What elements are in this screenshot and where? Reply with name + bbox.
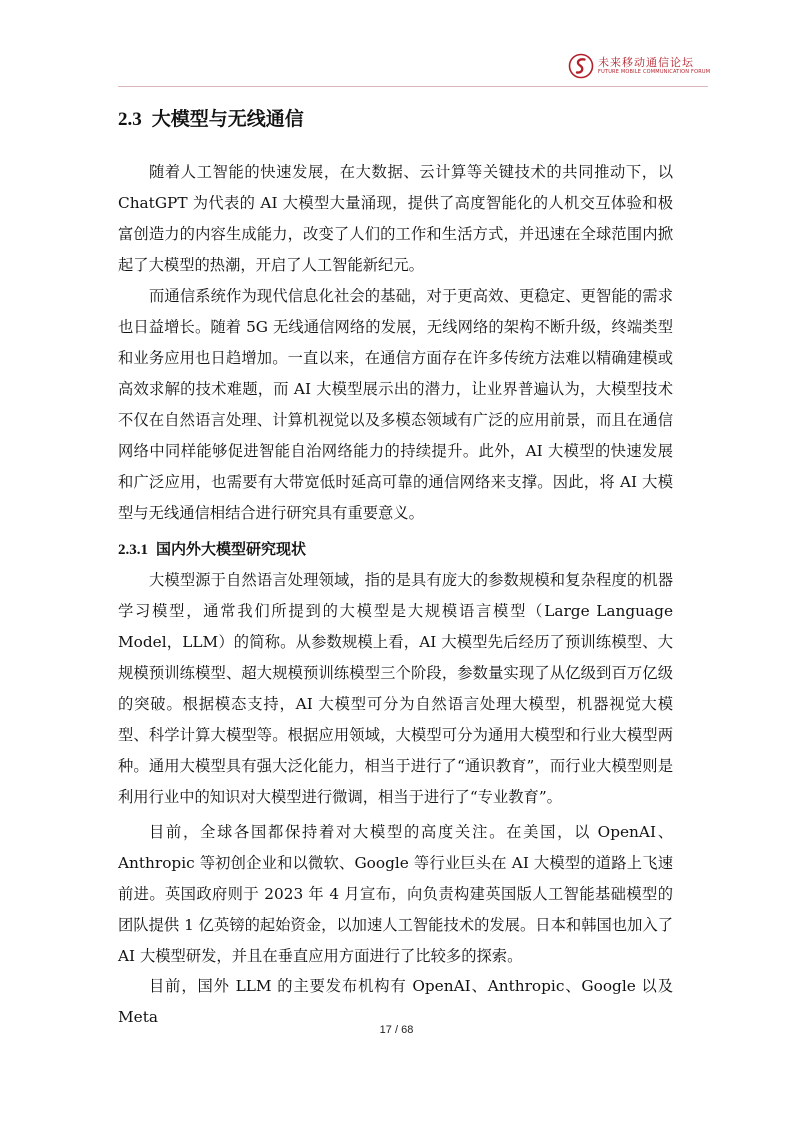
paragraph-intro: 随着人工智能的快速发展，在大数据、云计算等关键技术的共同推动下，以ChatGPT 为代表的 AI 大模型大量涌现，提供了高度智能化的人机交互体验和极富创造力的内容生成能力，改变了人们的工作和生活方式，并迅速在全球范围内掀起了大模型的热潮，开启了人工智能新纪元。 bbox=[118, 163, 673, 274]
subsection-title: 国内外大模型研究现状 bbox=[156, 540, 307, 558]
header-divider bbox=[118, 86, 708, 87]
paragraph-llm-publishers: 目前，国外 LLM 的主要发布机构有 OpenAI、Anthropic、Google 以及 Meta bbox=[118, 977, 673, 1026]
forum-logo-icon bbox=[568, 53, 594, 79]
forum-logo bbox=[568, 53, 711, 81]
subsection-heading bbox=[118, 538, 306, 559]
page-number: 17 / 68 bbox=[379, 1024, 414, 1036]
section-heading bbox=[118, 104, 304, 131]
section-title: 大模型与无线通信 bbox=[151, 108, 304, 130]
logo-english-name: FUTURE MOBILE COMMUNICATION FORUM bbox=[598, 69, 711, 75]
subsection-number: 2.3.1 bbox=[118, 542, 148, 558]
section-number: 2.3 bbox=[118, 109, 142, 130]
logo-chinese-name: 未来移动通信论坛 bbox=[598, 56, 694, 69]
paragraph-global-status: 目前，全球各国都保持着对大模型的高度关注。在美国，以 OpenAI、Anthropic 等初创企业和以微软、Google 等行业巨头在 AI 大模型的道路上飞速前进。英国政府则于 2023 年 4 月宣布，向负责构建英国版人工智能基础模型的团队提供 1 亿英镑的起始资金，以加速人工智能技术的发展。日本和韩国也加入了 AI 大模型研发，并且在垂直应用方面进行了比较多的探索。 bbox=[118, 823, 673, 965]
paragraph-communication-systems: 而通信系统作为现代信息化社会的基础，对于更高效、更稳定、更智能的需求也日益增长。随着 5G 无线通信网络的发展，无线网络的架构不断升级，终端类型和业务应用也日趋增加。一直以来，在通信方面存在许多传统方法难以精确建模或高效求解的技术难题，而 AI 大模型展示出的潜力，让业界普遍认为，大模型技术不仅在自然语言处理、计算机视觉以及多模态领域有广泛的应用前景，而且在通信网络中同样能够促进智能自治网络能力的持续提升。此外，AI 大模型的快速发展和广泛应用，也需要有大带宽低时延高可靠的通信网络来支撑。因此，将 AI 大模型与无线通信相结合进行研究具有重要意义。 bbox=[118, 287, 673, 522]
paragraph-model-definition: 大模型源于自然语言处理领域，指的是具有庞大的参数规模和复杂程度的机器学习模型，通常我们所提到的大模型是大规模语言模型（Large Language Model，LLM）的简称。从参数规模上看，AI 大模型先后经历了预训练模型、大规模预训练模型、超大规模预训练模型三个阶段，参数量实现了从亿级到百万亿级的突破。根据模态支持，AI 大模型可分为自然语言处理大模型，机器视觉大模型、科学计算大模型等。根据应用领域，大模型可分为通用大模型和行业大模型两种。通用大模型具有强大泛化能力，相当于进行了“通识教育”，而行业大模型则是利用行业中的知识对大模型进行微调，相当于进行了“专业教育”。 bbox=[118, 571, 673, 806]
